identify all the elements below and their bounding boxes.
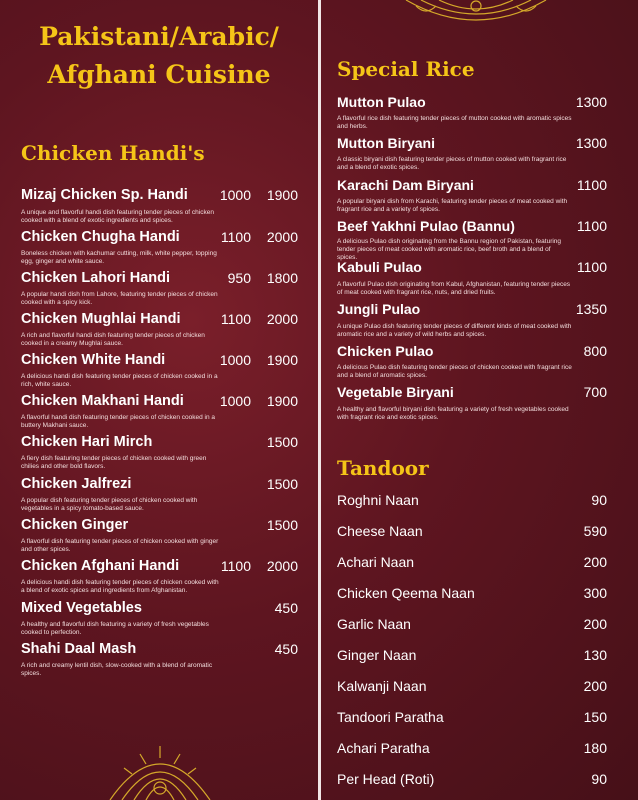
item-price: 90 — [591, 492, 607, 508]
item-price-full: 1900 — [266, 352, 298, 368]
item-name: Roghni Naan — [337, 492, 419, 508]
item-description: A flavorful handi dish featuring tender pieces of chicken cooked in a buttery Makhani sauce. — [21, 414, 216, 429]
item-name: Chicken Jalfrezi — [21, 476, 132, 492]
item-price-full: 1800 — [266, 270, 298, 286]
item-name: Chicken Pulao — [337, 343, 434, 359]
item-price: 200 — [583, 678, 607, 694]
item-price: 590 — [583, 523, 607, 539]
item-description: A healthy and flavorful dish featuring a variety of fresh vegetables cooked to perfection. — [21, 621, 209, 636]
item-name: Mutton Biryani — [337, 135, 435, 151]
item-name: Beef Yakhni Pulao (Bannu) — [337, 218, 515, 234]
item-price-half: 1000 — [219, 187, 251, 203]
section-heading-chicken-handi: Chicken Handi's — [21, 141, 205, 165]
item-price-full: 1500 — [266, 517, 298, 533]
item-price-half: 1100 — [220, 558, 251, 574]
item-description: A delicious handi dish featuring tender pieces of chicken cooked in a rich, white sauce. — [21, 373, 218, 388]
item-price: 150 — [583, 709, 607, 725]
item-description: A rich and flavorful handi dish featuring tender pieces of chicken cooked in a creamy Mughlai sauce. — [21, 332, 205, 347]
item-price-full: 2000 — [266, 311, 298, 327]
item-name: Tandoori Paratha — [337, 709, 444, 725]
item-description: A popular dish featuring tender pieces of chicken cooked with vegetables in a spicy tomato-based sauce. — [21, 497, 198, 512]
item-price-half: 1000 — [219, 393, 251, 409]
menu-title — [0, 18, 318, 94]
item-name: Per Head (Roti) — [337, 771, 435, 787]
item-price-full: 2000 — [266, 229, 298, 245]
item-name: Jungli Pulao — [337, 301, 421, 317]
item-name: Chicken White Handi — [21, 352, 166, 368]
item-description: A delicious Pulao dish featuring tender pieces of chicken cooked with fragrant rice and a blend of aromatic spices. — [337, 364, 572, 379]
item-price-full: 1900 — [266, 393, 298, 409]
item-price: 300 — [583, 585, 607, 601]
mandala-ornament-icon — [401, 0, 551, 28]
item-name: Karachi Dam Biryani — [337, 177, 474, 193]
menu-title-line1: Pakistani/Arabic/ — [39, 22, 279, 51]
item-price: 1300 — [575, 135, 607, 151]
item-description: A flavorful Pulao dish originating from Kabul, Afghanistan, featuring tender pieces of meat cooked with fragrant rice, nuts, and dried fruits. — [337, 281, 571, 296]
item-description: A unique and flavorful handi dish featuring tender pieces of chicken cooked with a blend of exotic ingredients and spices. — [21, 209, 214, 224]
section-heading-tandoor: Tandoor — [337, 456, 429, 480]
item-name: Ginger Naan — [337, 647, 417, 663]
item-description: A popular handi dish from Lahore, featuring tender pieces of chicken cooked with a spicy kick. — [21, 291, 218, 306]
item-name: Vegetable Biryani — [337, 384, 454, 400]
item-name: Chicken Lahori Handi — [21, 270, 171, 286]
item-description: A delicious handi dish featuring tender pieces of chicken cooked with a blend of exotic spices and ingredients from Afghanistan. — [21, 579, 219, 594]
item-price: 200 — [583, 554, 607, 570]
mandala-ornament-icon — [100, 738, 220, 800]
item-description: A popular biryani dish from Karachi, featuring tender pieces of meat cooked with fragrant rice and a variety of spices. — [337, 198, 568, 213]
item-price-full: 1900 — [266, 187, 298, 203]
item-name: Mixed Vegetables — [21, 600, 142, 616]
item-price: 1350 — [575, 301, 607, 317]
item-name: Chicken Chugha Handi — [21, 229, 180, 245]
item-name: Kalwanji Naan — [337, 678, 427, 694]
item-price-half: 1100 — [220, 229, 251, 245]
item-name: Garlic Naan — [337, 616, 411, 632]
item-name: Chicken Afghani Handi — [21, 558, 180, 574]
item-price-full: 2000 — [266, 558, 298, 574]
item-price: 1100 — [576, 218, 607, 234]
item-name: Kabuli Pulao — [337, 259, 422, 275]
item-description: A classic biryani dish featuring tender pieces of mutton cooked with fragrant rice and a blend of exotic spices. — [337, 156, 567, 171]
item-description: A fiery dish featuring tender pieces of chicken cooked with green chilies and other bold flavors. — [21, 455, 207, 470]
item-price: 700 — [583, 384, 607, 400]
item-price-half: 1100 — [220, 311, 251, 327]
item-name: Cheese Naan — [337, 523, 423, 539]
item-price: 1300 — [575, 94, 607, 110]
menu-title-line2: Afghani Cuisine — [47, 60, 271, 89]
item-price-full: 1500 — [266, 476, 298, 492]
item-name: Chicken Ginger — [21, 517, 129, 533]
item-name: Chicken Makhani Handi — [21, 393, 184, 409]
item-name: Chicken Qeema Naan — [337, 585, 475, 601]
item-description: A flavorful rice dish featuring tender pieces of mutton cooked with aromatic spices and herbs. — [337, 115, 572, 130]
item-price: 130 — [583, 647, 607, 663]
item-price: 200 — [583, 616, 607, 632]
item-name: Chicken Hari Mirch — [21, 434, 153, 450]
item-name: Achari Paratha — [337, 740, 430, 756]
item-name: Shahi Daal Mash — [21, 641, 137, 657]
item-price-full: 1500 — [266, 434, 298, 450]
item-name: Chicken Mughlai Handi — [21, 311, 181, 327]
item-name: Achari Naan — [337, 554, 415, 570]
item-price: 1100 — [576, 177, 607, 193]
item-name: Mutton Pulao — [337, 94, 426, 110]
item-name: Mizaj Chicken Sp. Handi — [21, 187, 188, 203]
item-description: A delicious Pulao dish originating from the Bannu region of Pakistan, featuring tender pieces of meat cooked with aromatic rice, beef broth and a blend of spices. — [337, 238, 562, 261]
item-description: A rich and creamy lentil dish, slow-cooked with a blend of aromatic spices. — [21, 662, 213, 677]
item-price-full: 450 — [274, 600, 298, 616]
item-price: 1100 — [576, 259, 607, 275]
item-description: A flavorful dish featuring tender pieces of chicken cooked with ginger and other spices. — [21, 538, 219, 553]
item-price-half: 1000 — [219, 352, 251, 368]
item-price-half: 950 — [227, 270, 251, 286]
item-price: 180 — [583, 740, 607, 756]
left-column — [0, 0, 318, 800]
right-column — [321, 0, 638, 800]
item-price: 800 — [583, 343, 607, 359]
item-description: A unique Pulao dish featuring tender pieces of different kinds of meat cooked with aromatic rice and a variety of wild herbs and spices. — [337, 323, 572, 338]
item-price-full: 450 — [274, 641, 298, 657]
item-description: A healthy and flavorful biryani dish featuring a variety of fresh vegetables cooked with fragrant rice and exotic spices. — [337, 406, 569, 421]
section-heading-special-rice: Special Rice — [337, 57, 475, 81]
item-price: 90 — [591, 771, 607, 787]
item-description: Boneless chicken with kachumar cutting, milk, white pepper, topping egg, ginger and white sauce. — [21, 250, 217, 265]
